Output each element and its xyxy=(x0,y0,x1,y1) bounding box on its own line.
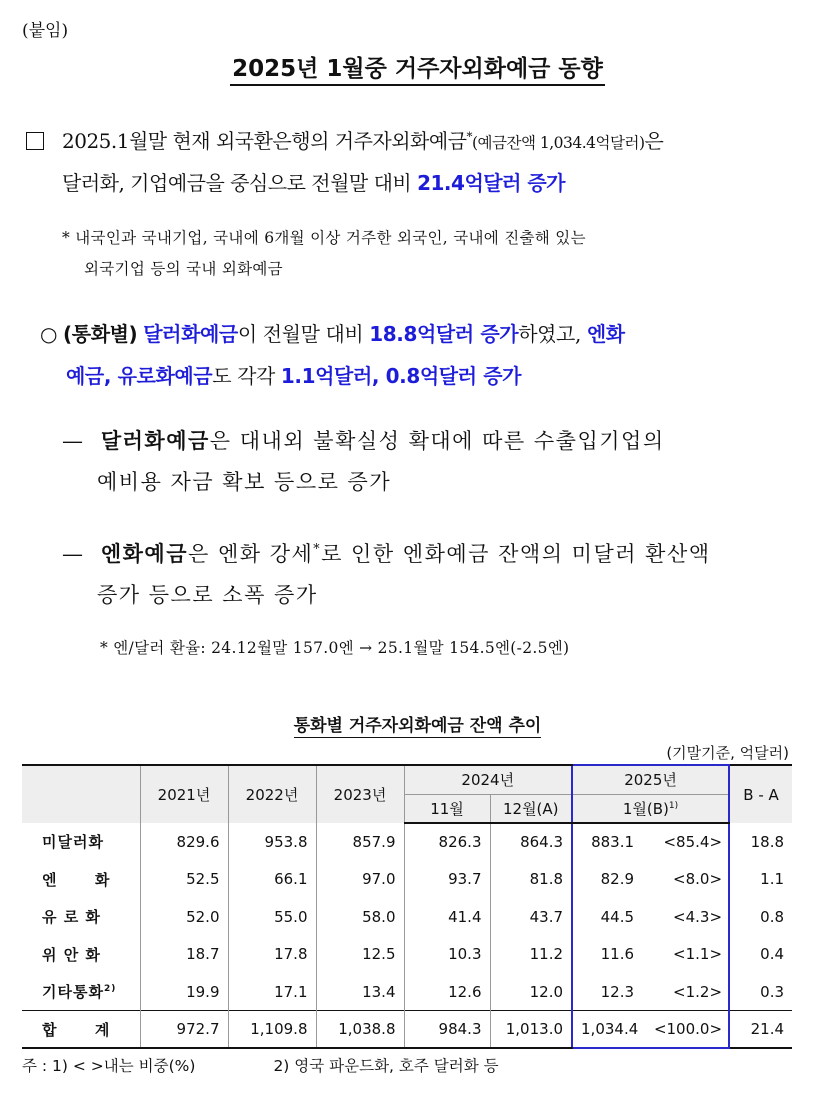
cell-dec xyxy=(490,823,572,861)
jpy-reason-line-1 xyxy=(62,538,711,568)
cell-2022-value: 55.0 xyxy=(274,907,308,926)
usd-increase-highlight: 18.8억달러 증가 xyxy=(369,322,519,346)
cell-dec xyxy=(490,973,572,1011)
dash-bullet-icon: — xyxy=(62,542,85,566)
checkbox-square-icon xyxy=(26,132,44,150)
cell-diff-value: 18.8 xyxy=(750,832,785,851)
cell-jan-value: 12.3 xyxy=(600,982,635,1001)
cell-diff xyxy=(729,898,792,936)
header-jan xyxy=(572,794,729,823)
cell-2022-value: 953.8 xyxy=(264,832,308,851)
cell-2023-value: 58.0 xyxy=(362,907,396,926)
cell-jan xyxy=(572,1011,642,1049)
row-label xyxy=(22,823,140,861)
row-label xyxy=(22,936,140,974)
cell-2022 xyxy=(228,936,316,974)
cell-2023-value: 97.0 xyxy=(362,870,396,889)
jpy-highlight: 엔화 xyxy=(586,322,625,346)
cell-dec-value: 864.3 xyxy=(520,833,564,852)
cell-2023-value: 12.5 xyxy=(362,945,396,964)
row-label xyxy=(22,1011,140,1049)
usd-reason-text: 은 대내외 불확실성 확대에 따른 수출입기업의 xyxy=(209,429,665,453)
table-notes xyxy=(22,1054,499,1076)
cell-share-value: <4.3> xyxy=(673,907,723,926)
cell-2022 xyxy=(228,898,316,936)
summary-line-1 xyxy=(26,125,663,154)
currency-bullet-line-1 xyxy=(40,318,625,347)
cell-share-value: <1.1> xyxy=(673,945,723,964)
header-2025: 2025년 xyxy=(572,765,729,794)
table-row xyxy=(22,861,792,899)
jpy-reason-line-2: 증가 등으로 소폭 증가 xyxy=(97,583,318,607)
row-label-value: 엔 화 xyxy=(42,870,111,889)
bullet-text: 도 각각 xyxy=(212,364,281,388)
header-dec: 12월(A) xyxy=(490,794,572,823)
usd-deposit-highlight: 달러화예금 xyxy=(143,322,238,346)
header-2024: 2024년 xyxy=(404,765,572,794)
cell-2021 xyxy=(140,936,228,974)
cell-2023-value: 13.4 xyxy=(362,982,396,1001)
cell-jan-value: 82.9 xyxy=(600,870,635,889)
cell-2023 xyxy=(316,861,404,899)
row-label-value: 유 로 화 xyxy=(42,908,101,927)
table-note-2: 2) 영국 파운드화, 호주 달러화 등 xyxy=(273,1057,499,1075)
table-row xyxy=(22,823,792,861)
summary-line-2 xyxy=(62,167,565,196)
cell-diff-value: 0.8 xyxy=(760,907,785,926)
footnote-marker: * xyxy=(313,541,322,556)
cell-dec-value: 43.7 xyxy=(529,907,564,926)
currency-bullet-line-2 xyxy=(66,360,521,389)
cell-2021-value: 52.0 xyxy=(186,907,220,926)
header-jan-note-marker: 1) xyxy=(668,800,679,811)
table-note-1: 주 : 1) < >내는 비중(%) xyxy=(22,1057,196,1075)
cell-2023 xyxy=(316,823,404,861)
cell-dec xyxy=(490,898,572,936)
page-label: (붙임) xyxy=(22,21,69,41)
cell-diff-value: 0.4 xyxy=(760,945,785,964)
cell-share-value: <85.4> xyxy=(663,833,723,852)
row-label xyxy=(22,898,140,936)
cell-2021-value: 829.6 xyxy=(176,832,220,851)
cell-share xyxy=(642,936,729,974)
cell-nov-value: 41.4 xyxy=(448,907,482,926)
cell-nov xyxy=(404,973,490,1011)
cell-2021-value: 52.5 xyxy=(186,870,220,889)
cell-dec xyxy=(490,1011,572,1049)
cell-2022 xyxy=(228,823,316,861)
jpy-deposit-term: 엔화예금 xyxy=(100,542,189,566)
table-row xyxy=(22,898,792,936)
header-2022: 2022년 xyxy=(228,765,316,823)
cell-diff-value: 1.1 xyxy=(760,870,785,889)
header-jan-label: 1월(B) xyxy=(622,799,669,818)
cell-2022-value: 1,109.8 xyxy=(250,1020,308,1038)
cell-2023 xyxy=(316,898,404,936)
cell-jan-value: 1,034.4 xyxy=(581,1020,639,1038)
jpy-eur-deposit-highlight: 예금, 유로화예금 xyxy=(66,364,213,388)
cell-jan xyxy=(572,823,642,861)
cell-2022-value: 66.1 xyxy=(274,870,308,889)
cell-2023-value: 857.9 xyxy=(352,832,396,851)
bullet-label: (통화별) xyxy=(63,322,138,346)
header-nov: 11월 xyxy=(404,794,490,823)
cell-2021-value: 19.9 xyxy=(186,982,220,1001)
usd-reason-line-2: 예비용 자금 확보 등으로 증가 xyxy=(97,470,392,494)
cell-2021-value: 972.7 xyxy=(176,1020,220,1038)
deposit-balance-table xyxy=(22,764,792,1049)
cell-diff-value: 21.4 xyxy=(750,1020,785,1038)
cell-2022-value: 17.1 xyxy=(274,982,308,1001)
cell-share xyxy=(642,1011,729,1049)
cell-diff xyxy=(729,861,792,899)
cell-jan xyxy=(572,898,642,936)
cell-share xyxy=(642,973,729,1011)
table-unit: (기말기준, 억달러) xyxy=(666,744,789,762)
table-header-row xyxy=(22,765,792,794)
cell-jan-value: 44.5 xyxy=(600,907,635,926)
dash-bullet-icon: — xyxy=(62,429,85,453)
cell-diff xyxy=(729,936,792,974)
cell-nov-value: 93.7 xyxy=(448,870,482,889)
header-2023: 2023년 xyxy=(316,765,404,823)
cell-nov xyxy=(404,861,490,899)
cell-nov xyxy=(404,823,490,861)
cell-2021 xyxy=(140,898,228,936)
cell-nov xyxy=(404,1011,490,1049)
row-label-value: 합 계 xyxy=(42,1020,111,1039)
cell-nov xyxy=(404,898,490,936)
bullet-text: 하였고, xyxy=(518,322,587,346)
cell-diff xyxy=(729,973,792,1011)
footnote-exchange-rate: * 엔/달러 환율: 24.12월말 157.0엔 → 25.1월말 154.5엔(-2.5엔) xyxy=(100,639,570,657)
footnote-resident-definition-1: * 내국인과 국내기업, 국내에 6개월 이상 거주한 외국인, 국내에 진출해 있는 xyxy=(62,229,586,247)
cell-2021-value: 18.7 xyxy=(186,945,220,964)
row-label-value: 미달러화 xyxy=(42,833,104,852)
table-row xyxy=(22,936,792,974)
document-title xyxy=(0,50,835,83)
document-title-text: 2025년 1월중 거주자외화예금 동향 xyxy=(230,56,605,86)
cell-2022 xyxy=(228,973,316,1011)
cell-diff xyxy=(729,823,792,861)
table-title-text: 통화별 거주자외화예금 잔액 추이 xyxy=(293,716,542,736)
cell-nov-value: 12.6 xyxy=(448,982,482,1001)
row-label-value: 위 안 화 xyxy=(42,945,101,964)
table-row xyxy=(22,973,792,1011)
cell-share xyxy=(642,823,729,861)
cell-nov-value: 984.3 xyxy=(438,1020,482,1038)
cell-jan xyxy=(572,861,642,899)
header-empty-cell xyxy=(22,765,140,823)
summary-text-end: 은 xyxy=(644,129,664,153)
jpy-reason-text: 은 엔화 강세 xyxy=(188,542,314,566)
cell-diff-value: 0.3 xyxy=(760,982,785,1001)
row-label-value: 기타통화 xyxy=(42,983,104,1001)
usd-deposit-term: 달러화예금 xyxy=(100,429,210,453)
cell-share xyxy=(642,861,729,899)
row-label xyxy=(22,973,140,1011)
jpy-eur-increase-highlight: 1.1억달러, 0.8억달러 증가 xyxy=(280,364,522,388)
cell-share xyxy=(642,898,729,936)
total-increase-highlight: 21.4억달러 증가 xyxy=(417,171,566,195)
cell-dec xyxy=(490,936,572,974)
summary-text: 달러화, 기업예금을 중심으로 전월말 대비 xyxy=(62,171,418,195)
cell-share-value: <8.0> xyxy=(673,870,723,889)
cell-2022-value: 17.8 xyxy=(274,945,308,964)
header-diff: B - A xyxy=(729,765,792,823)
cell-2023 xyxy=(316,973,404,1011)
cell-jan-value: 11.6 xyxy=(600,945,635,964)
table-total-row xyxy=(22,1011,792,1049)
cell-jan-value: 883.1 xyxy=(591,833,635,852)
table-title xyxy=(0,711,835,736)
row-label-note-marker: 2) xyxy=(103,984,117,994)
cell-2021 xyxy=(140,823,228,861)
cell-2021 xyxy=(140,861,228,899)
cell-2021 xyxy=(140,973,228,1011)
cell-2022 xyxy=(228,1011,316,1049)
cell-2023-value: 1,038.8 xyxy=(338,1020,396,1038)
cell-jan xyxy=(572,936,642,974)
cell-dec-value: 11.2 xyxy=(529,945,564,964)
cell-share-value: <100.0> xyxy=(653,1020,723,1038)
cell-2022 xyxy=(228,861,316,899)
cell-2021 xyxy=(140,1011,228,1049)
cell-dec-value: 1,013.0 xyxy=(505,1020,564,1038)
cell-nov-value: 826.3 xyxy=(438,833,482,852)
footnote-resident-definition-2: 외국기업 등의 국내 외화예금 xyxy=(84,260,283,278)
cell-dec-value: 81.8 xyxy=(529,870,564,889)
cell-2023 xyxy=(316,936,404,974)
circle-bullet-icon: ○ xyxy=(40,322,58,346)
cell-2023 xyxy=(316,1011,404,1049)
deposit-balance-note: (예금잔액 1,034.4억달러) xyxy=(472,134,645,152)
cell-jan xyxy=(572,973,642,1011)
cell-dec xyxy=(490,861,572,899)
jpy-reason-text: 로 인한 엔화예금 잔액의 미달러 환산액 xyxy=(321,542,711,566)
footnote-marker: * xyxy=(466,129,472,144)
cell-diff xyxy=(729,1011,792,1049)
row-label xyxy=(22,861,140,899)
cell-nov xyxy=(404,936,490,974)
header-2021: 2021년 xyxy=(140,765,228,823)
cell-nov-value: 10.3 xyxy=(448,945,482,964)
usd-reason-line-1 xyxy=(62,425,665,455)
cell-share-value: <1.2> xyxy=(673,982,723,1001)
cell-dec-value: 12.0 xyxy=(529,982,564,1001)
bullet-text: 이 전월말 대비 xyxy=(237,322,370,346)
summary-text: 2025.1월말 현재 외국환은행의 거주자외화예금 xyxy=(62,129,467,153)
